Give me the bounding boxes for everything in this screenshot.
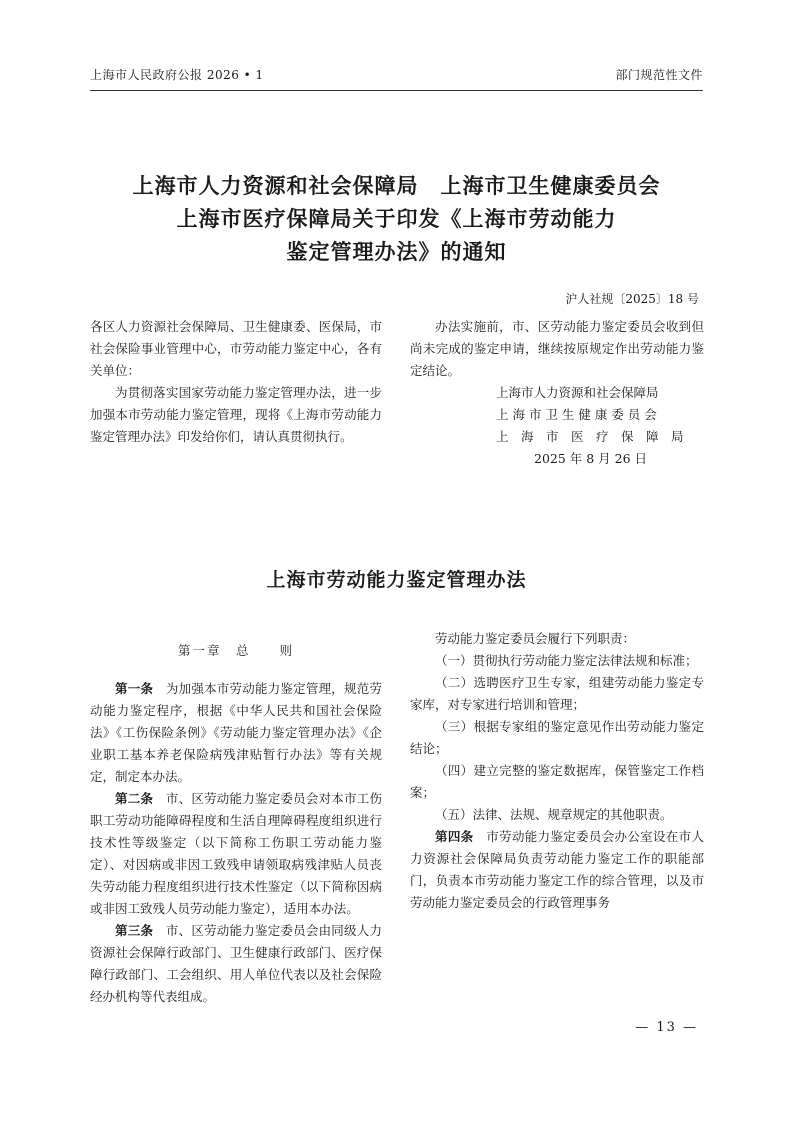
duty-item: （一）贯彻执行劳动能力鉴定法律法规和标准； xyxy=(435,653,698,668)
article-3-label: 第三条 xyxy=(115,923,154,938)
duties-intro: 劳动能力鉴定委员会履行下列职责： xyxy=(435,631,636,646)
notice-right-column xyxy=(410,316,704,470)
article-1-label: 第一条 xyxy=(115,681,154,696)
signature-block xyxy=(410,382,704,470)
notice-title-line-2: 上海市医疗保障局关于印发《上海市劳动能力 xyxy=(176,207,617,231)
notice-title xyxy=(90,170,703,269)
regulation-left-column xyxy=(90,628,382,1008)
article-4 xyxy=(410,826,704,914)
regulation-right-column xyxy=(410,628,704,1012)
header-section: 部门规范性文件 xyxy=(615,68,703,82)
notice-recipients: 各区人力资源社会保障局、卫生健康委、医保局，市社会保险事业管理中心，市劳动能力鉴定中心，各有关单位： xyxy=(90,319,382,378)
notice-transition-clause: 办法实施前，市、区劳动能力鉴定委员会收到但尚未完成的鉴定申请，继续按原规定作出劳动能力鉴定结论。 xyxy=(410,319,704,378)
notice-body: 为贯彻落实国家劳动能力鉴定管理办法，进一步加强本市劳动能力鉴定管理，现将《上海市劳动能力鉴定管理办法》印发给你们，请认真贯彻执行。 xyxy=(90,385,382,444)
article-4-label: 第四条 xyxy=(435,829,474,844)
article-1-text: 为加强本市劳动能力鉴定管理，规范劳动能力鉴定程序，根据《中华人民共和国社会保险法》《工伤保险条例》《劳动能力鉴定管理办法》《企业职工基本养老保险病残津贴暂行办法》等有关规定，制定本办法。 xyxy=(90,681,382,784)
notice-left-column xyxy=(90,316,382,448)
chapter-heading: 第一章 总 则 xyxy=(177,643,294,658)
article-3-text: 市、区劳动能力鉴定委员会由同级人力资源社会保障行政部门、卫生健康行政部门、医疗保障行政部门、工会组织、用人单位代表以及社会保险经办机构等代表组成。 xyxy=(90,923,382,1004)
duty-item: （四）建立完整的鉴定数据库，保管鉴定工作档案； xyxy=(410,763,704,800)
duty-item: （三）根据专家组的鉴定意见作出劳动能力鉴定结论； xyxy=(410,719,704,756)
notice-title-line-3: 鉴定管理办法》的通知 xyxy=(286,240,507,264)
signature-hrss: 上海市人力资源和社会保障局 xyxy=(496,385,659,400)
signature-date: 2025 年 8 月 26 日 xyxy=(534,451,648,466)
page-number: — 13 — xyxy=(635,1020,698,1035)
article-2-label: 第二条 xyxy=(115,791,154,806)
header-publication: 上海市人民政府公报 2026 • 1 xyxy=(90,68,264,82)
document-number: 沪人社规〔2025〕18 号 xyxy=(565,292,699,306)
duty-item: （二）选聘医疗卫生专家，组建劳动能力鉴定专家库，对专家进行培训和管理； xyxy=(410,675,704,712)
article-3 xyxy=(90,920,382,1008)
article-1 xyxy=(90,678,382,788)
notice-title-line-1: 上海市人力资源和社会保障局 上海市卫生健康委员会 xyxy=(132,174,661,198)
header-rule xyxy=(90,90,703,91)
article-2-text: 市、区劳动能力鉴定委员会对本市工伤职工劳动功能障碍程度和生活自理障碍程度组织进行技术性等级鉴定（以下简称工伤职工劳动能力鉴定）、对因病或非因工致残申请领取病残津贴人员丧失劳动能力程度组织进行技术性鉴定（以下简称因病或非因工致残人员劳动能力鉴定），适用本办法。 xyxy=(90,791,382,916)
regulation-title: 上海市劳动能力鉴定管理办法 xyxy=(266,569,527,591)
signature-health: 上 海 市 卫 生 健 康 委 员 会 xyxy=(496,407,657,422)
signature-medical-security: 上 海 市 医 疗 保 障 局 xyxy=(496,429,684,444)
article-2 xyxy=(90,788,382,920)
article-4-text: 市劳动能力鉴定委员会办公室设在市人力资源社会保障局负责劳动能力鉴定工作的职能部门，负责本市劳动能力鉴定工作的综合管理，以及市劳动能力鉴定委员会的行政管理事务 xyxy=(410,829,704,910)
duty-item: （五）法律、法规、规章规定的其他职责。 xyxy=(435,807,673,822)
